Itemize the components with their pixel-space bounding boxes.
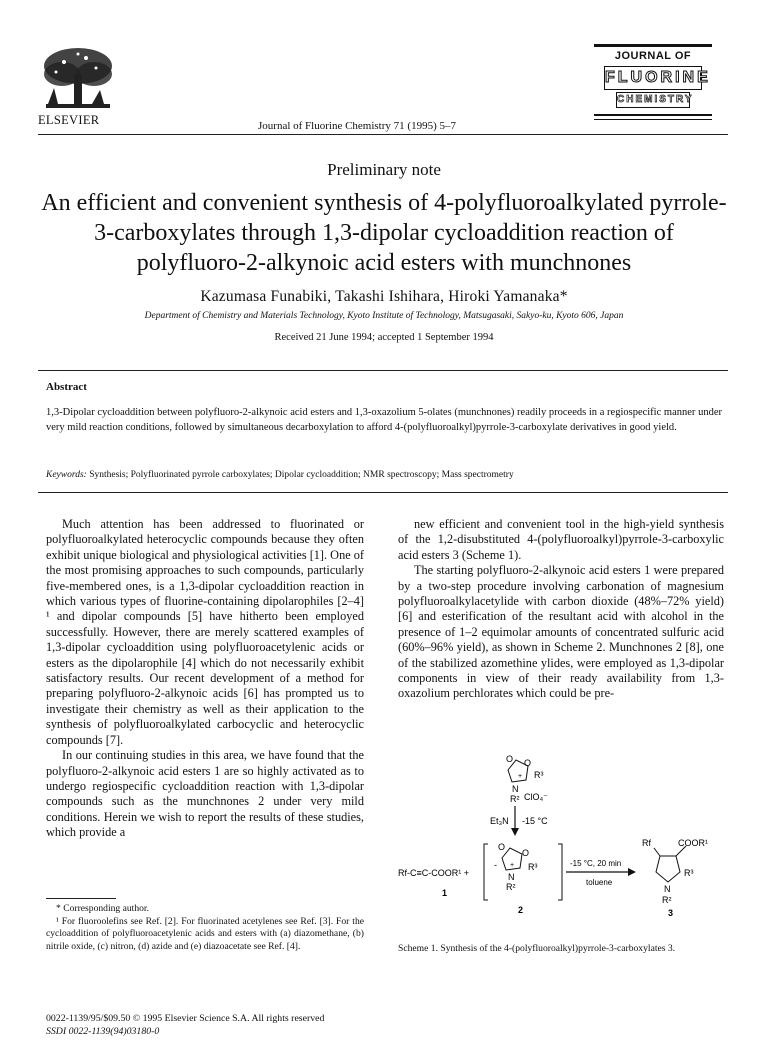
reaction-scheme: [398, 750, 728, 930]
scheme-label-2: 2: [518, 905, 524, 915]
keywords: [46, 470, 722, 480]
body-paragraph: Much attention has been addressed to fluorinated or polyfluoroalkylated heterocyclic compounds because they often exhibit unique biological and physiological activities [1]. One of the most promising approaches to such compounds, particularly five-membered ones, is a 1,3-dipolar cycloaddition reaction in which various types of fluorine-containing dipolarophiles [2–4] ¹ and dipolar compounds [5] have hitherto been employed successfully. However, there are merely scattered examples of 1,3-dipolar cycloaddition using polyfluoroacetylenic acids or esters as the dipolarophile [4] which do not necessarily exhibit satisfactory results. Our recent development of a method for preparing polyfluoro-2-alkynoic acids [6] has prompted us to investigate their chemistry as well as their application to the synthesis of polyfluoroalkylated carbocyclic and heterocyclic compounds [7].: [46, 517, 364, 747]
scheme-r3-top: R³: [534, 770, 544, 780]
scheme-caption: Scheme 1. Synthesis of the 4-(polyfluoroalkyl)pyrrole-3-carboxylates 3.: [398, 943, 676, 954]
journal-citation: Journal of Fluorine Chemistry 71 (1995) 5–7: [258, 120, 456, 132]
article-type: Preliminary note: [327, 160, 441, 179]
body-right-column: [398, 517, 724, 702]
scheme-n-2: N: [508, 872, 515, 882]
author-list: Kazumasa Funabiki, Takashi Ishihara, Hiroki Yamanaka*: [200, 288, 568, 305]
scheme-minus-2: -: [494, 860, 497, 870]
abstract-bottom-rule: [38, 492, 728, 493]
scheme-label-3: 3: [668, 908, 674, 918]
scheme-label-1: 1: [442, 888, 448, 898]
journal-logo-line2: FLUORINE: [604, 66, 702, 90]
scheme-o-ring: O: [524, 758, 532, 768]
scheme-et3n: Et₃N: [490, 816, 509, 826]
copyright: [46, 1012, 324, 1038]
header-rule: [38, 134, 728, 135]
body-paragraph: new efficient and convenient tool in the high-yield synthesis of the 1,2-disubstituted 4-(polyfluoroalkyl)pyrrole-3-carboxylic acid esters 3 (Scheme 1).: [398, 517, 724, 562]
journal-logo-line1: JOURNAL OF: [614, 50, 692, 62]
abstract-top-rule: [38, 370, 728, 371]
abstract-heading: Abstract: [46, 381, 87, 393]
scheme-coor-3: COOR¹: [678, 838, 708, 848]
affiliation: Department of Chemistry and Materials Technology, Kyoto Institute of Technology, Matsugasaki, Sakyo-ku, Kyoto 606, Japan: [144, 311, 624, 321]
scheme-plus-top: +: [518, 773, 523, 780]
copyright-line: 0022-1139/95/$09.50 © 1995 Elsevier Science S.A. All rights reserved: [46, 1013, 325, 1024]
scheme-temp-top: -15 °C: [522, 816, 548, 826]
scheme-plus-2: +: [510, 862, 515, 869]
abstract-text: 1,3-Dipolar cycloaddition between polyfluoro-2-alkynoic acid esters and 1,3-oxazolium 5-olates (munchnones) readily proceeds in a regiospecific manner under very mild reaction conditions, followed by simultaneous decarboxylation to afford 4-(polyfluoroalkyl)pyrrole-3-carboxylate derivatives in good yield.: [46, 407, 722, 433]
scheme-r3-2: R³: [528, 862, 538, 872]
scheme-o-top: O: [506, 754, 514, 764]
scheme-n-3: N: [664, 884, 671, 894]
scheme-o-2a: O: [498, 842, 506, 852]
scheme-condition: -15 °C, 20 min: [570, 859, 622, 868]
body-paragraph: The starting polyfluoro-2-alkynoic acid esters 1 were prepared by a two-step procedure involving carbonation of magnesium polyfluoroalkylacetylide with carbon dioxide (48%–72% yield) [6] and esterification of the resultant acid with alcohol in the presence of 1–2 equimolar amounts of concentrated sulfuric acid (60%–96% yield), as shown in Scheme 2. Munchnones 2 [8], one of the stabilized azomethine ylides, were employed as 1,3-dipolar components in view of their ready availability from 1,3-oxazolium perchlorates which could be pre-: [398, 563, 724, 701]
footnote-corresponding: * Corresponding author.: [56, 903, 149, 914]
keywords-label: Keywords:: [46, 470, 87, 480]
scheme-r2-top: R²: [510, 794, 520, 804]
scheme-o-2b: O: [522, 848, 530, 858]
footnote-rule: [46, 898, 116, 899]
scheme-r2-3: R²: [662, 895, 672, 905]
footnotes: [46, 903, 364, 953]
journal-logo: [594, 44, 712, 124]
ssdi-line: SSDI 0022-1139(94)03180-0: [46, 1026, 160, 1037]
scheme-n-top: N: [512, 784, 519, 794]
publisher-name: ELSEVIER: [38, 113, 100, 127]
article-title: An efficient and convenient synthesis of 4-polyfluoroalkylated pyrrole-3-carboxylates through 1,3-dipolar cycloaddition reaction of polyfluoro-2-alkynoic acid esters with munchnones: [41, 190, 727, 276]
journal-logo-line3: CHEMISTRY: [616, 92, 690, 108]
scheme-r2-2: R²: [506, 882, 516, 892]
scheme-rf-3: Rf: [642, 838, 651, 848]
footnote-1: ¹ For fluoroolefins see Ref. [2]. For fluorinated acetylenes see Ref. [3]. For the cycloaddition of polyfluoroacetylenic acids and esters with (a) diazomethane, (b) nitrile oxide, (c) nitron, (d) azide and (e) diazoacetate see Ref. [4].: [46, 915, 364, 952]
body-left-column: [46, 517, 364, 841]
elsevier-tree-logo: [34, 44, 122, 112]
received-dates: Received 21 June 1994; accepted 1 September 1994: [274, 332, 494, 343]
scheme-r3-3: R³: [684, 868, 694, 878]
scheme-solvent: toluene: [586, 878, 613, 887]
body-paragraph: In our continuing studies in this area, we have found that the polyfluoro-2-alkynoic acid esters 1 are so highly activated as to undergo regiospecific cycloaddition reaction with 1,3-dipolar compounds such as the munchnones 2 under very mild conditions. Herein we wish to report the results of these studies, which provide a: [46, 748, 364, 840]
keywords-text: Synthesis; Polyfluorinated pyrrole carboxylates; Dipolar cycloaddition; NMR spectroscopy; Mass spectrometry: [89, 470, 514, 480]
scheme-alkyne: Rf-C≡C-COOR¹ +: [398, 868, 469, 878]
scheme-clo4: ClO₄⁻: [524, 792, 548, 802]
